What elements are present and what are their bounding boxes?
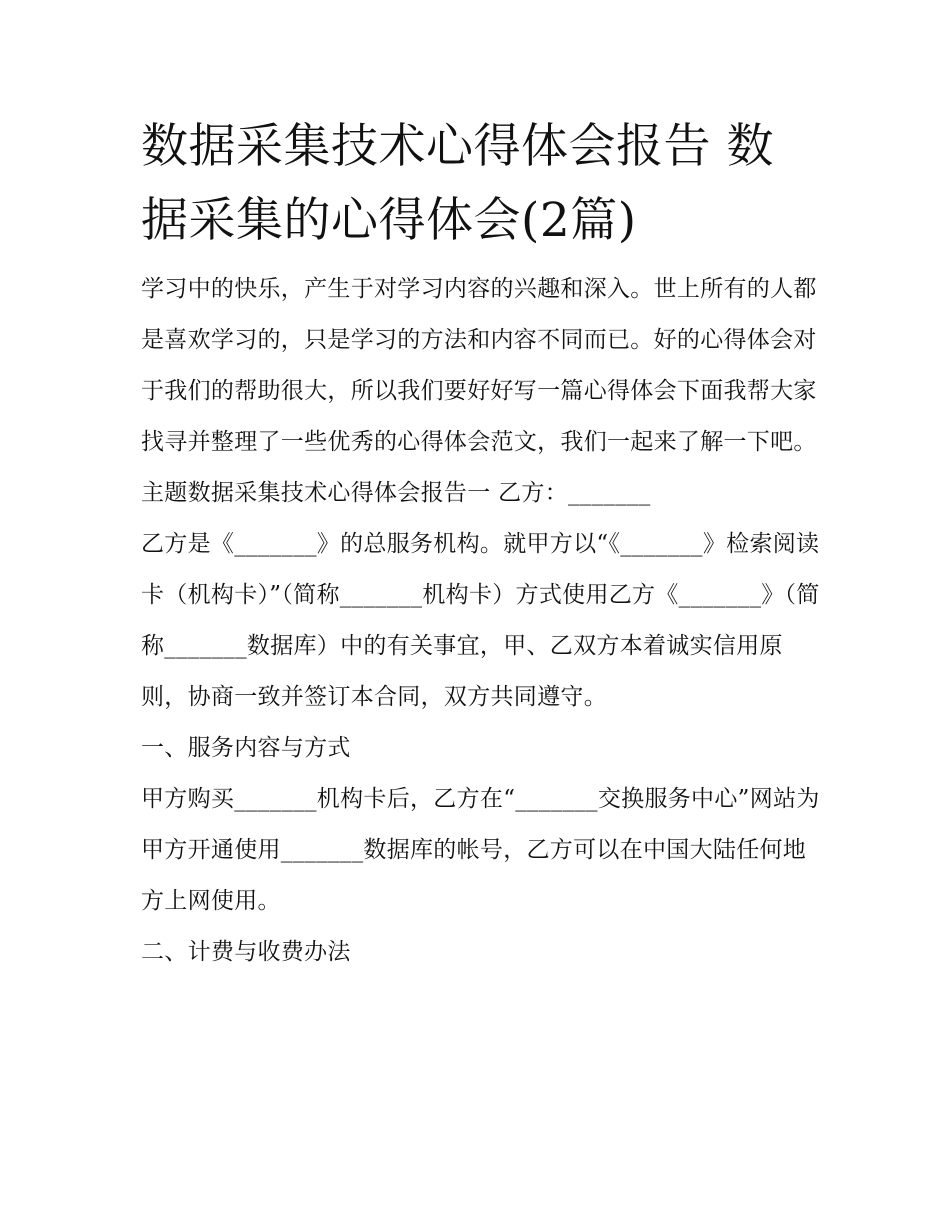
section-heading-party-b: 主题数据采集技术心得体会报告一 乙方：_______ (141, 480, 651, 506)
section-heading-service: 一、服务内容与方式 (141, 735, 351, 761)
contract-paragraph: 乙方是《_______》的总服务机构。就甲方以“《_______》检索阅读卡（机构卡）”（简称_______机构卡）方式使用乙方《_______》（简称_______数据库）中的有关事宜，甲、乙双方本着诚实信用原则，协商一致并签订本合同，双方共同遵守。 (141, 531, 820, 710)
document-title: 数据采集技术心得体会报告 数据采集的心得体会(2篇) (141, 119, 774, 248)
service-paragraph: 甲方购买_______机构卡后，乙方在“_______交换服务中心”网站为甲方开通使用_______数据库的帐号，乙方可以在中国大陆任何地方上网使用。 (141, 786, 820, 914)
section-heading-billing: 二、计费与收费办法 (141, 939, 351, 965)
document-page (141, 110, 821, 978)
intro-paragraph: 学习中的快乐，产生于对学习内容的兴趣和深入。世上所有的人都是喜欢学习的，只是学习的方法和内容不同而已。好的心得体会对于我们的帮助很大，所以我们要好好写一篇心得体会下面我帮大家找寻并整理了一些优秀的心得体会范文，我们一起来了解一下吧。 (141, 276, 817, 455)
